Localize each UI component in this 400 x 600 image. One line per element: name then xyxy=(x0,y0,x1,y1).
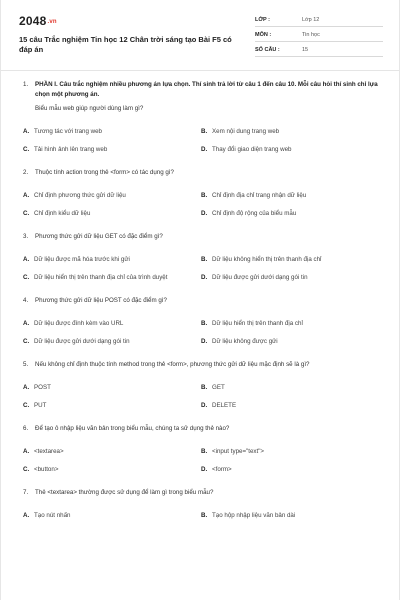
question-stem xyxy=(19,488,385,498)
option-text: DELETE xyxy=(212,401,237,409)
option-letter: B. xyxy=(201,447,208,455)
option-letter: C. xyxy=(23,337,30,345)
option-text: Thay đổi giao diện trang web xyxy=(212,145,292,153)
answer-option[interactable] xyxy=(19,250,191,268)
question-stem xyxy=(19,424,385,434)
option-text: Chỉ định độ rộng của biểu mẫu xyxy=(212,209,297,217)
option-text: PUT xyxy=(34,401,47,409)
option-letter: B. xyxy=(201,127,208,135)
document-header xyxy=(19,14,383,62)
answer-options xyxy=(19,378,385,414)
question-stem xyxy=(19,296,385,306)
option-text: <textarea> xyxy=(34,447,64,455)
answer-option[interactable] xyxy=(197,140,369,158)
option-text: Chỉ định kiểu dữ liệu xyxy=(34,209,91,217)
answer-option[interactable] xyxy=(197,460,369,478)
meta-row-subject xyxy=(255,29,383,42)
meta-value: Lớp 12 xyxy=(302,17,320,23)
answer-option[interactable] xyxy=(19,396,191,414)
option-text: Chỉ định địa chỉ trang nhận dữ liệu xyxy=(212,191,307,199)
option-letter: D. xyxy=(201,401,208,409)
option-text: POST xyxy=(34,383,51,391)
option-text: Chỉ định phương thức gửi dữ liệu xyxy=(34,191,126,199)
option-letter: B. xyxy=(201,191,208,199)
logo-text: 2048 xyxy=(19,14,47,28)
answer-option[interactable] xyxy=(197,506,369,524)
question-number: 5. xyxy=(23,361,29,368)
site-logo[interactable] xyxy=(19,14,57,28)
meta-value: 15 xyxy=(302,47,309,53)
option-text: Dữ liệu không được gửi xyxy=(212,337,278,345)
answer-option[interactable] xyxy=(19,314,191,332)
question-stem xyxy=(19,232,385,242)
option-text: <form> xyxy=(212,465,232,473)
answer-option[interactable] xyxy=(197,268,369,286)
answer-options xyxy=(19,314,385,350)
question-number: 1. xyxy=(23,81,29,88)
question-text: Biểu mẫu web giúp người dùng làm gì? xyxy=(35,105,144,112)
question-number: 2. xyxy=(23,169,29,176)
option-letter: D. xyxy=(201,145,208,153)
option-letter: D. xyxy=(201,209,208,217)
question-stem xyxy=(19,168,385,178)
option-letter: B. xyxy=(201,255,208,263)
option-letter: C. xyxy=(23,145,30,153)
option-text: Xem nội dung trang web xyxy=(212,127,280,135)
answer-option[interactable] xyxy=(197,204,369,222)
option-text: Dữ liệu hiển thị trên thanh địa chỉ của trình duyệt xyxy=(34,273,168,281)
answer-option[interactable] xyxy=(197,314,369,332)
answer-option[interactable] xyxy=(197,442,369,460)
meta-info xyxy=(255,14,383,57)
answer-options xyxy=(19,250,385,286)
meta-value: Tin học xyxy=(302,32,320,38)
option-letter: A. xyxy=(23,191,30,199)
answer-option[interactable] xyxy=(197,122,369,140)
answer-option[interactable] xyxy=(19,186,191,204)
option-letter: A. xyxy=(23,447,30,455)
option-letter: A. xyxy=(23,255,30,263)
option-letter: C. xyxy=(23,273,30,281)
question-text: Phương thức gửi dữ liệu POST có đặc điểm gì? xyxy=(35,297,167,304)
option-text: Dữ liệu được gửi dưới dạng gói tin xyxy=(212,273,308,281)
answer-option[interactable] xyxy=(19,332,191,350)
question-number: 7. xyxy=(23,489,29,496)
meta-label: LỚP : xyxy=(255,17,270,23)
header-divider xyxy=(1,70,400,71)
option-text: Dữ liệu được mã hóa trước khi gửi xyxy=(34,255,130,263)
answer-option[interactable] xyxy=(19,204,191,222)
option-text: <input type="text"> xyxy=(212,447,265,455)
option-letter: B. xyxy=(201,319,208,327)
question-stem xyxy=(19,80,385,114)
question-text: Thuộc tính action trong thẻ <form> có tác dụng gì? xyxy=(35,169,174,176)
question-7 xyxy=(19,488,385,524)
answer-option[interactable] xyxy=(19,122,191,140)
answer-option[interactable] xyxy=(197,186,369,204)
question-list xyxy=(19,80,385,534)
option-text: Tương tác với trang web xyxy=(34,127,102,135)
question-text: Thẻ <textarea> thường được sử dụng để làm gì trong biểu mẫu? xyxy=(35,489,214,496)
question-4 xyxy=(19,296,385,350)
part-instructions: PHẦN I. Câu trắc nghiệm nhiều phương án lựa chọn. Thí sinh trả lời từ câu 1 đến câu 10. Mỗi câu hỏi thí sinh chỉ lựa chọn một phương án. xyxy=(35,81,378,98)
option-letter: D. xyxy=(201,465,208,473)
option-letter: A. xyxy=(23,127,30,135)
answer-options xyxy=(19,442,385,478)
question-1 xyxy=(19,80,385,158)
question-number: 4. xyxy=(23,297,29,304)
answer-option[interactable] xyxy=(197,250,369,268)
question-text: Phương thức gửi dữ liệu GET có đặc điểm gì? xyxy=(35,233,163,240)
option-letter: A. xyxy=(23,383,30,391)
question-6 xyxy=(19,424,385,478)
answer-option[interactable] xyxy=(197,332,369,350)
option-letter: D. xyxy=(201,337,208,345)
option-letter: C. xyxy=(23,465,30,473)
option-text: Tải hình ảnh lên trang web xyxy=(34,145,108,153)
answer-option[interactable] xyxy=(19,460,191,478)
answer-option[interactable] xyxy=(19,268,191,286)
meta-row-class xyxy=(255,14,383,27)
option-text: Dữ liệu hiển thị trên thanh địa chỉ xyxy=(212,319,303,327)
option-letter: A. xyxy=(23,319,30,327)
option-text: Tạo hộp nhập liệu văn bản dài xyxy=(212,511,296,519)
answer-option[interactable] xyxy=(19,378,191,396)
option-letter: C. xyxy=(23,209,30,217)
document-title: 15 câu Trắc nghiệm Tin học 12 Chân trời sáng tạo Bài F5 có đáp án xyxy=(19,35,232,54)
question-5 xyxy=(19,360,385,414)
logo-suffix: .vn xyxy=(47,19,57,25)
option-letter: B. xyxy=(201,383,208,391)
answer-option[interactable] xyxy=(19,506,191,524)
answer-option[interactable] xyxy=(197,396,369,414)
answer-options xyxy=(19,122,385,158)
question-text: Để tạo ô nhập liệu văn bản trong biểu mẫu, chúng ta sử dụng thẻ nào? xyxy=(35,425,230,432)
answer-option[interactable] xyxy=(197,378,369,396)
option-letter: B. xyxy=(201,511,208,519)
meta-row-count xyxy=(255,44,383,57)
option-letter: C. xyxy=(23,401,30,409)
question-2 xyxy=(19,168,385,222)
question-3 xyxy=(19,232,385,286)
meta-label: MÔN : xyxy=(255,32,272,38)
answer-option[interactable] xyxy=(19,140,191,158)
option-text: Dữ liệu được đính kèm vào URL xyxy=(34,319,124,327)
option-text: GET xyxy=(212,383,225,391)
meta-label: SỐ CÂU : xyxy=(255,47,280,53)
question-number: 3. xyxy=(23,233,29,240)
option-letter: A. xyxy=(23,511,30,519)
answer-options xyxy=(19,186,385,222)
answer-options xyxy=(19,506,385,524)
option-text: <button> xyxy=(34,465,59,473)
answer-option[interactable] xyxy=(19,442,191,460)
question-number: 6. xyxy=(23,425,29,432)
option-text: Tạo nút nhấn xyxy=(34,511,71,519)
option-letter: D. xyxy=(201,273,208,281)
option-text: Dữ liệu được gửi dưới dạng gói tin xyxy=(34,337,130,345)
option-text: Dữ liệu không hiển thị trên thanh địa chỉ xyxy=(212,255,322,263)
question-stem xyxy=(19,360,385,370)
question-text: Nếu không chỉ định thuộc tính method trong thẻ <form>, phương thức gửi dữ liệu mặc định sẽ là gì? xyxy=(35,361,310,368)
